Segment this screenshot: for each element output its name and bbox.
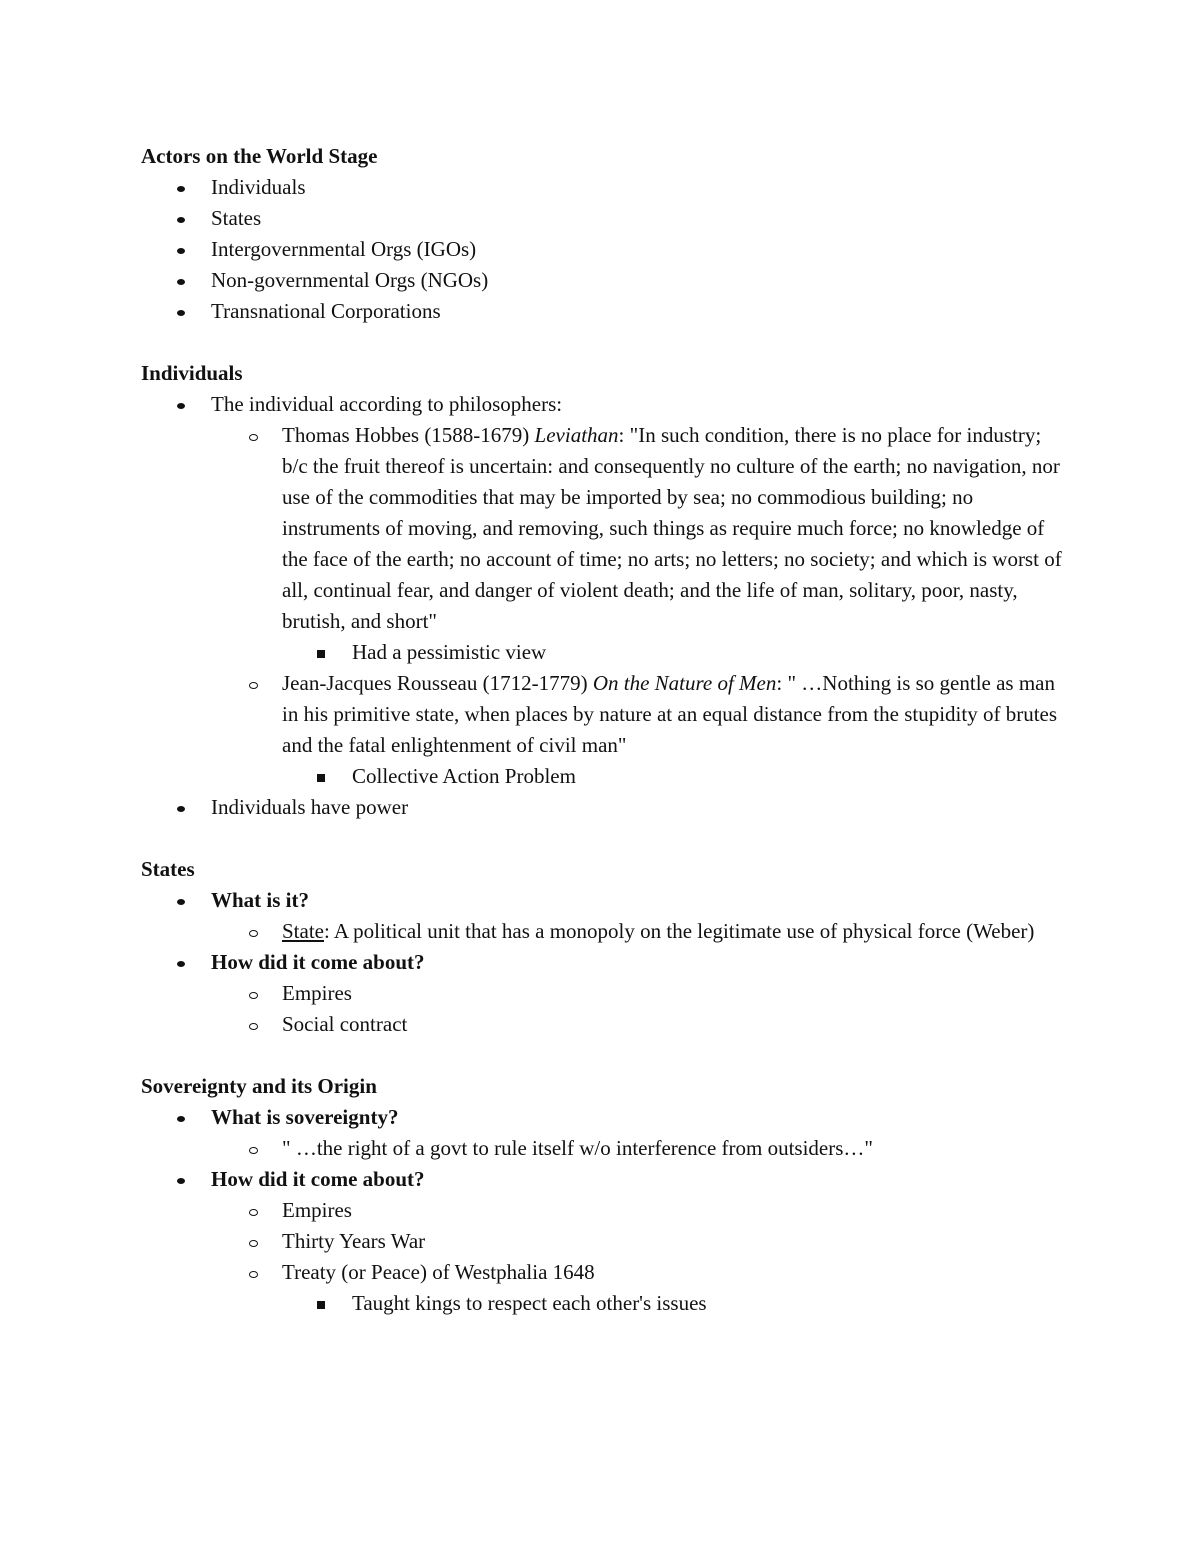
list-item: Individuals (141, 172, 1071, 203)
list-item: Intergovernmental Orgs (IGOs) (141, 234, 1071, 265)
bullet-dot-icon (177, 1164, 185, 1195)
bullet-dot-icon (177, 1102, 185, 1133)
list-item: The individual according to philosophers: (141, 389, 1071, 420)
list-item: Empires (141, 1195, 1071, 1226)
hobbes-work-title: Leviathan (534, 423, 619, 447)
list-item: What is sovereignty? (141, 1102, 1071, 1133)
list-item: Non-governmental Orgs (NGOs) (141, 265, 1071, 296)
actors-list (141, 172, 1071, 327)
bullet-circle-icon (249, 1009, 258, 1040)
list-item: Taught kings to respect each other's issues (141, 1288, 1071, 1319)
bullet-circle-icon (249, 916, 258, 947)
rousseau-item: Jean-Jacques Rousseau (1712-1779) On the Nature of Men: " …Nothing is so gentle as man in his primitive state, when places by nature at an equal distance from the stupidity of brutes and the fatal enlightenment of civil man" (141, 668, 1071, 761)
list-item: Had a pessimistic view (141, 637, 1071, 668)
list-item: Social contract (141, 1009, 1071, 1040)
bullet-dot-icon (177, 792, 185, 823)
list-item: Empires (141, 978, 1071, 1009)
heading-states: States (141, 857, 195, 881)
bullet-circle-icon (249, 978, 258, 1009)
heading-sovereignty: Sovereignty and its Origin (141, 1074, 377, 1098)
state-term: State (282, 919, 324, 943)
list-item: What is it? (141, 885, 1071, 916)
bullet-circle-icon (249, 1133, 258, 1164)
sovereignty-list (141, 1102, 1071, 1319)
hobbes-quote: : "In such condition, there is no place for industry; b/c the fruit thereof is uncertain: and consequently no culture of the earth; no navigation, nor use of the commodities that may be imported by sea; no commodious building; no instruments of moving, and removing, such things as require much force; no knowledge of the face of the earth; no account of time; no arts; no letters; no society; and which is worst of all, continual fear, and danger of violent death; and the life of man, solitary, poor, nasty, brutish, and short" (282, 423, 1062, 633)
bullet-circle-icon (249, 1195, 258, 1226)
bullet-circle-icon (249, 1257, 258, 1288)
list-item: " …the right of a govt to rule itself w/o interference from outsiders…" (141, 1133, 1071, 1164)
list-item: Transnational Corporations (141, 296, 1071, 327)
bullet-square-icon (317, 761, 325, 792)
state-definition: State: A political unit that has a monopoly on the legitimate use of physical force (Weber) (141, 916, 1071, 947)
list-item: States (141, 203, 1071, 234)
heading-individuals: Individuals (141, 361, 243, 385)
bullet-square-icon (317, 1288, 325, 1319)
bullet-circle-icon (249, 668, 258, 699)
document-page (141, 141, 1071, 1319)
heading-actors: Actors on the World Stage (141, 144, 378, 168)
bullet-dot-icon (177, 296, 185, 327)
bullet-dot-icon (177, 389, 185, 420)
individuals-list (141, 389, 1071, 823)
list-item: Individuals have power (141, 792, 1071, 823)
bullet-dot-icon (177, 947, 185, 978)
hobbes-item: Thomas Hobbes (1588-1679) Leviathan: "In such condition, there is no place for industry; b/c the fruit thereof is uncertain: and consequently no culture of the earth; no navigation, nor use of the commodities that may be imported by sea; no commodious building; no instruments of moving, and removing, such things as require much force; no knowledge of the face of the earth; no account of time; no arts; no letters; no society; and which is worst of all, continual fear, and danger of violent death; and the life of man, solitary, poor, nasty, brutish, and short" (141, 420, 1071, 637)
bullet-dot-icon (177, 885, 185, 916)
bullet-dot-icon (177, 172, 185, 203)
bullet-dot-icon (177, 265, 185, 296)
list-item: Treaty (or Peace) of Westphalia 1648 (141, 1257, 1071, 1288)
list-item: Thirty Years War (141, 1226, 1071, 1257)
rousseau-work-title: On the Nature of Men (592, 671, 777, 695)
bullet-dot-icon (177, 203, 185, 234)
states-list (141, 885, 1071, 1040)
list-item: Collective Action Problem (141, 761, 1071, 792)
bullet-circle-icon (249, 420, 258, 451)
bullet-square-icon (317, 637, 325, 668)
rousseau-quote: : " …Nothing is so gentle as man in his primitive state, when places by nature at an equal distance from the stupidity of brutes and the fatal enlightenment of civil man" (282, 671, 1058, 757)
list-item: How did it come about? (141, 947, 1071, 978)
bullet-dot-icon (177, 234, 185, 265)
bullet-circle-icon (249, 1226, 258, 1257)
list-item: How did it come about? (141, 1164, 1071, 1195)
